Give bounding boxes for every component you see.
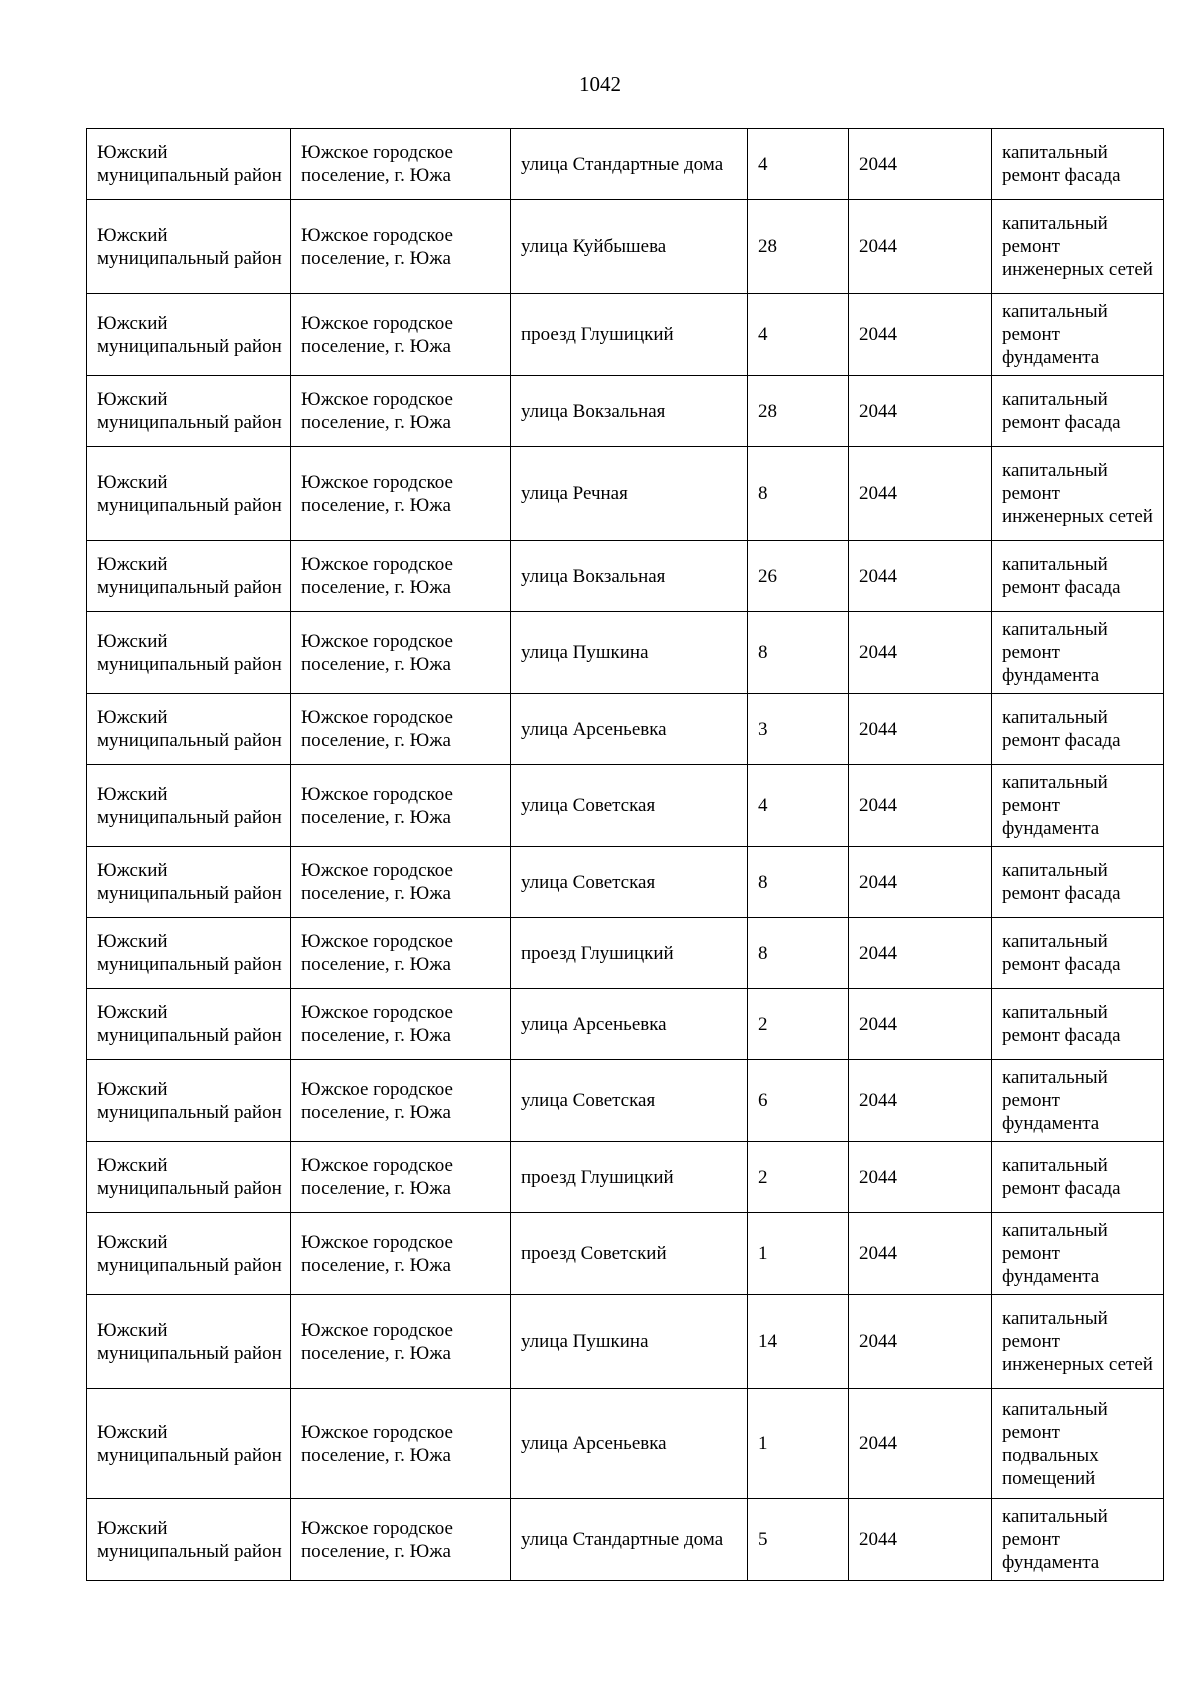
cell-settlement: Южское городское поселение, г. Южа [291, 129, 511, 200]
table-row [87, 376, 1164, 447]
cell-settlement: Южское городское поселение, г. Южа [291, 612, 511, 694]
cell-district: Южский муниципальный район [87, 1295, 291, 1389]
cell-year: 2044 [849, 1142, 992, 1213]
cell-work-type: капитальный ремонт инженерных сетей [992, 200, 1164, 294]
cell-work-type: капитальный ремонт фундамента [992, 612, 1164, 694]
table-row [87, 447, 1164, 541]
cell-year: 2044 [849, 847, 992, 918]
cell-house-number: 8 [748, 447, 849, 541]
table-row [87, 294, 1164, 376]
cell-year: 2044 [849, 541, 992, 612]
cell-house-number: 5 [748, 1499, 849, 1581]
cell-work-type: капитальный ремонт фасада [992, 989, 1164, 1060]
cell-settlement: Южское городское поселение, г. Южа [291, 765, 511, 847]
table-row [87, 1213, 1164, 1295]
cell-street: улица Советская [511, 847, 748, 918]
cell-district: Южский муниципальный район [87, 376, 291, 447]
cell-work-type: капитальный ремонт фундамента [992, 1213, 1164, 1295]
cell-district: Южский муниципальный район [87, 447, 291, 541]
table-row [87, 765, 1164, 847]
cell-district: Южский муниципальный район [87, 1060, 291, 1142]
cell-settlement: Южское городское поселение, г. Южа [291, 1060, 511, 1142]
cell-settlement: Южское городское поселение, г. Южа [291, 1295, 511, 1389]
cell-year: 2044 [849, 1499, 992, 1581]
cell-work-type: капитальный ремонт фундамента [992, 294, 1164, 376]
cell-year: 2044 [849, 294, 992, 376]
cell-settlement: Южское городское поселение, г. Южа [291, 694, 511, 765]
cell-year: 2044 [849, 694, 992, 765]
cell-settlement: Южское городское поселение, г. Южа [291, 847, 511, 918]
cell-year: 2044 [849, 447, 992, 541]
cell-house-number: 8 [748, 847, 849, 918]
cell-year: 2044 [849, 200, 992, 294]
cell-house-number: 4 [748, 765, 849, 847]
cell-house-number: 8 [748, 612, 849, 694]
cell-house-number: 3 [748, 694, 849, 765]
table-row [87, 200, 1164, 294]
table-row [87, 129, 1164, 200]
table-row [87, 541, 1164, 612]
cell-district: Южский муниципальный район [87, 1499, 291, 1581]
cell-street: улица Вокзальная [511, 541, 748, 612]
repair-schedule-table [86, 128, 1164, 1581]
cell-settlement: Южское городское поселение, г. Южа [291, 989, 511, 1060]
cell-year: 2044 [849, 129, 992, 200]
cell-district: Южский муниципальный район [87, 612, 291, 694]
cell-house-number: 1 [748, 1213, 849, 1295]
cell-house-number: 26 [748, 541, 849, 612]
cell-year: 2044 [849, 1389, 992, 1499]
cell-house-number: 4 [748, 294, 849, 376]
cell-street: улица Куйбышева [511, 200, 748, 294]
cell-work-type: капитальный ремонт фасада [992, 847, 1164, 918]
cell-district: Южский муниципальный район [87, 694, 291, 765]
cell-district: Южский муниципальный район [87, 129, 291, 200]
cell-year: 2044 [849, 1295, 992, 1389]
cell-work-type: капитальный ремонт фундамента [992, 1060, 1164, 1142]
cell-house-number: 6 [748, 1060, 849, 1142]
table-body [87, 129, 1164, 1581]
cell-house-number: 8 [748, 918, 849, 989]
cell-work-type: капитальный ремонт фасада [992, 376, 1164, 447]
cell-work-type: капитальный ремонт фасада [992, 129, 1164, 200]
cell-street: улица Пушкина [511, 612, 748, 694]
cell-settlement: Южское городское поселение, г. Южа [291, 541, 511, 612]
cell-street: улица Пушкина [511, 1295, 748, 1389]
cell-street: проезд Глушицкий [511, 294, 748, 376]
page-number: 1042 [579, 72, 621, 96]
cell-year: 2044 [849, 918, 992, 989]
cell-street: улица Речная [511, 447, 748, 541]
cell-settlement: Южское городское поселение, г. Южа [291, 1142, 511, 1213]
cell-district: Южский муниципальный район [87, 918, 291, 989]
cell-house-number: 2 [748, 989, 849, 1060]
cell-street: проезд Советский [511, 1213, 748, 1295]
cell-street: улица Советская [511, 1060, 748, 1142]
cell-settlement: Южское городское поселение, г. Южа [291, 376, 511, 447]
cell-year: 2044 [849, 1213, 992, 1295]
table-row [87, 1389, 1164, 1499]
cell-work-type: капитальный ремонт фундамента [992, 765, 1164, 847]
cell-district: Южский муниципальный район [87, 200, 291, 294]
table-row [87, 918, 1164, 989]
cell-house-number: 1 [748, 1389, 849, 1499]
table-row [87, 612, 1164, 694]
cell-street: улица Вокзальная [511, 376, 748, 447]
cell-house-number: 4 [748, 129, 849, 200]
cell-settlement: Южское городское поселение, г. Южа [291, 447, 511, 541]
table-row [87, 1060, 1164, 1142]
cell-street: улица Арсеньевка [511, 989, 748, 1060]
cell-street: улица Арсеньевка [511, 1389, 748, 1499]
cell-house-number: 2 [748, 1142, 849, 1213]
cell-settlement: Южское городское поселение, г. Южа [291, 294, 511, 376]
cell-district: Южский муниципальный район [87, 1142, 291, 1213]
table-row [87, 989, 1164, 1060]
cell-district: Южский муниципальный район [87, 1213, 291, 1295]
cell-year: 2044 [849, 612, 992, 694]
cell-settlement: Южское городское поселение, г. Южа [291, 1213, 511, 1295]
table-row [87, 1295, 1164, 1389]
cell-year: 2044 [849, 989, 992, 1060]
cell-street: проезд Глушицкий [511, 918, 748, 989]
cell-settlement: Южское городское поселение, г. Южа [291, 200, 511, 294]
cell-district: Южский муниципальный район [87, 847, 291, 918]
cell-district: Южский муниципальный район [87, 294, 291, 376]
cell-district: Южский муниципальный район [87, 989, 291, 1060]
cell-work-type: капитальный ремонт инженерных сетей [992, 1295, 1164, 1389]
cell-street: проезд Глушицкий [511, 1142, 748, 1213]
cell-work-type: капитальный ремонт фундамента [992, 1499, 1164, 1581]
cell-work-type: капитальный ремонт фасада [992, 694, 1164, 765]
cell-settlement: Южское городское поселение, г. Южа [291, 1389, 511, 1499]
cell-year: 2044 [849, 1060, 992, 1142]
cell-street: улица Арсеньевка [511, 694, 748, 765]
cell-work-type: капитальный ремонт подвальных помещений [992, 1389, 1164, 1499]
cell-house-number: 14 [748, 1295, 849, 1389]
cell-district: Южский муниципальный район [87, 1389, 291, 1499]
cell-work-type: капитальный ремонт фасада [992, 541, 1164, 612]
cell-work-type: капитальный ремонт фасада [992, 1142, 1164, 1213]
cell-district: Южский муниципальный район [87, 765, 291, 847]
cell-work-type: капитальный ремонт инженерных сетей [992, 447, 1164, 541]
cell-street: улица Стандартные дома [511, 1499, 748, 1581]
cell-street: улица Советская [511, 765, 748, 847]
table-row [87, 1499, 1164, 1581]
cell-year: 2044 [849, 765, 992, 847]
cell-work-type: капитальный ремонт фасада [992, 918, 1164, 989]
cell-settlement: Южское городское поселение, г. Южа [291, 1499, 511, 1581]
table-row [87, 847, 1164, 918]
table-row [87, 694, 1164, 765]
cell-settlement: Южское городское поселение, г. Южа [291, 918, 511, 989]
cell-district: Южский муниципальный район [87, 541, 291, 612]
cell-house-number: 28 [748, 376, 849, 447]
cell-house-number: 28 [748, 200, 849, 294]
table-row [87, 1142, 1164, 1213]
cell-year: 2044 [849, 376, 992, 447]
cell-street: улица Стандартные дома [511, 129, 748, 200]
